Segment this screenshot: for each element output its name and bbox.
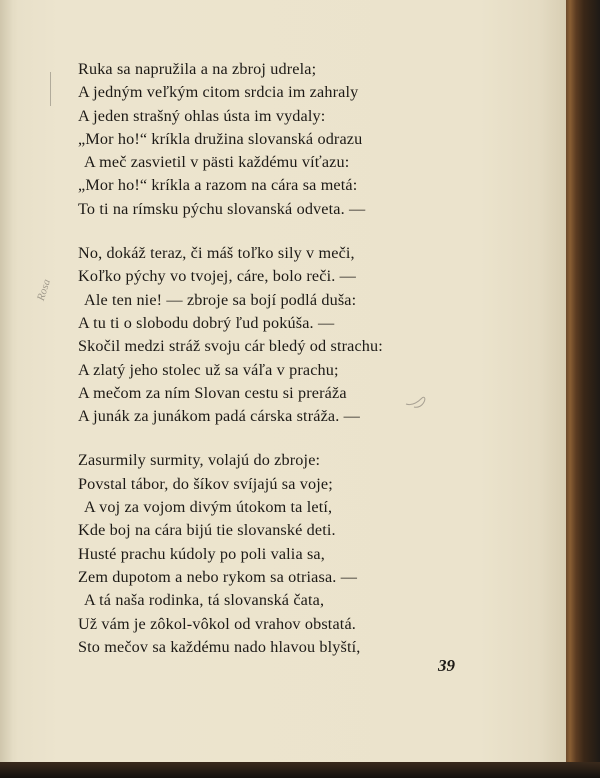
- poem-line: A tá naša rodinka, tá slovanská čata,: [84, 591, 325, 610]
- stanza-2: [78, 242, 478, 428]
- poem-line: Zem dupotom a nebo rykom sa otriasa. —: [78, 567, 358, 586]
- page-number: 39: [438, 656, 455, 675]
- poem-line: A zlatý jeho stolec už sa váľa v prachu;: [78, 360, 339, 379]
- book-spine: [0, 0, 14, 762]
- poem-line: Už vám je zôkol-vôkol od vrahov obstatá.: [78, 614, 356, 633]
- poem-line: „Mor ho!“ kríkla a razom na cára sa metá:: [78, 176, 358, 195]
- poem-line: Husté prachu kúdoly po poli valia sa,: [78, 544, 325, 563]
- poem-line: Skočil medzi stráž svoju cár bledý od strachu:: [78, 337, 383, 356]
- margin-pencil-note: Rosa: [34, 277, 54, 303]
- poem-line: A jeden strašný ohlas ústa im vydaly:: [78, 106, 326, 125]
- poem-line: Koľko pýchy vo tvojej, cáre, bolo reči. —: [78, 267, 356, 286]
- stanza-3: [78, 449, 478, 659]
- stanza-1: [78, 58, 478, 221]
- poem-line: A tu ti o slobodu dobrý ľud pokúša. —: [78, 313, 335, 332]
- poem-line: Povstal tábor, do šíkov svíjajú sa voje;: [78, 474, 333, 493]
- bottom-edge: [0, 762, 600, 778]
- page-edge: [566, 0, 600, 778]
- poem-line: Ale ten nie! — zbroje sa bojí podlá duša:: [84, 290, 357, 309]
- poem-line: A meč zasvietil v pästi každému víťazu:: [84, 153, 350, 172]
- poem-line: „Mor ho!“ kríkla družina slovanská odrazu: [78, 129, 363, 148]
- poem-text: [78, 58, 478, 680]
- poem-line: To ti na rímsku pýchu slovanská odveta. —: [78, 199, 366, 218]
- poem-line: Sto mečov sa každému nado hlavou blyští,: [78, 637, 361, 656]
- poem-line: Kde boj na cára bijú tie slovanské deti.: [78, 521, 336, 540]
- poem-line: A junák za junákom padá cárska stráža. —: [78, 407, 360, 426]
- poem-line: A voj za vojom divým útokom ta letí,: [84, 498, 333, 517]
- pencil-mark: [50, 72, 51, 106]
- poem-line: A mečom za ním Slovan cestu si preráža: [78, 383, 347, 402]
- poem-line: Zasurmily surmity, volajú do zbroje:: [78, 451, 321, 470]
- poem-line: Ruka sa napružila a na zbroj udrela;: [78, 60, 317, 78]
- poem-line: No, dokáž teraz, či máš toľko sily v meči,: [78, 244, 355, 263]
- poem-line: A jedným veľkým citom srdcia im zahraly: [78, 83, 359, 102]
